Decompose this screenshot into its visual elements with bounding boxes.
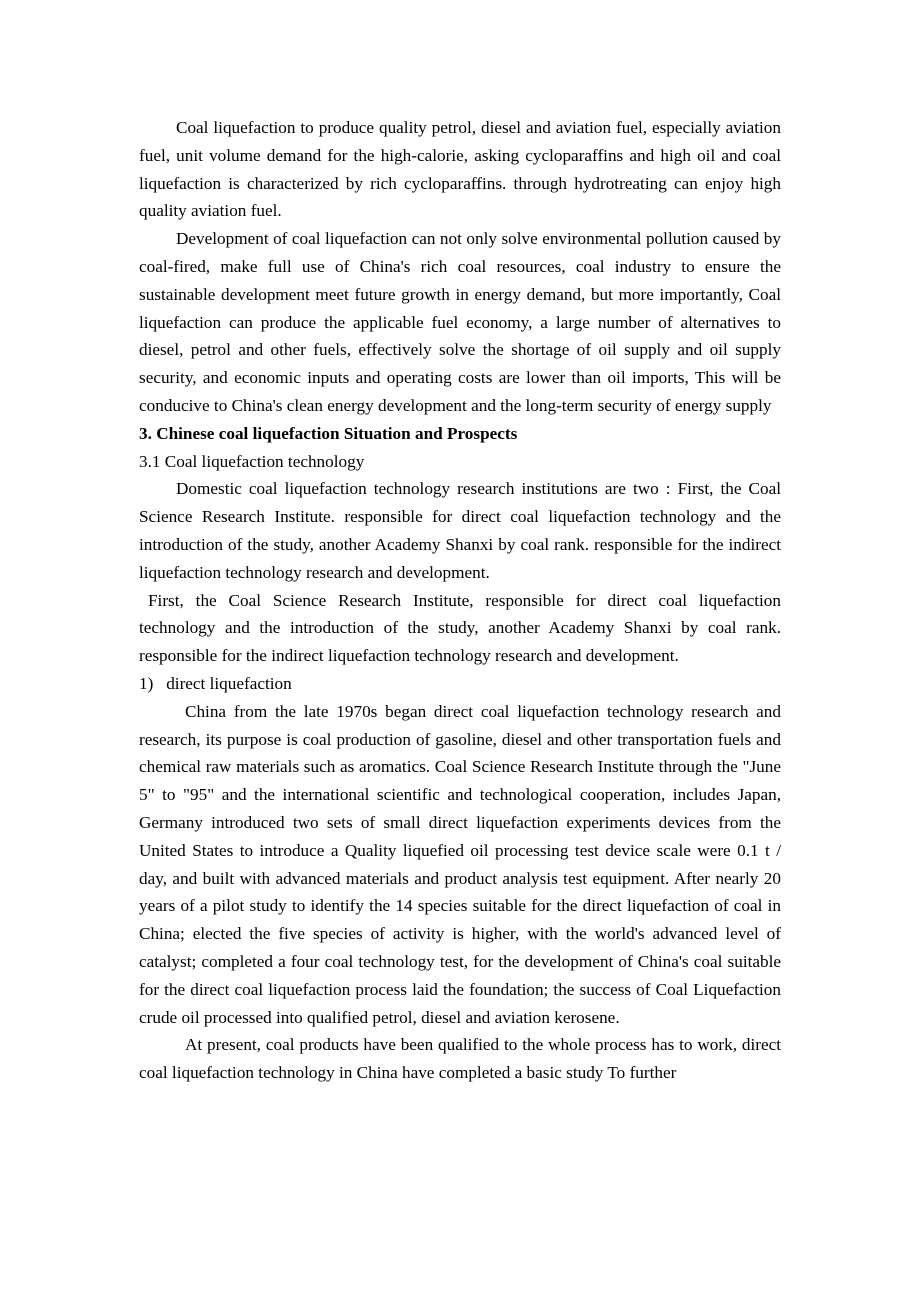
paragraph-development: Development of coal liquefaction can not only solve environmental pollution caused by coal-fired, make full use of China's rich coal resources, coal industry to ensure the sustainable development meet future growth in energy demand, but more importantly, Coal liquefaction can produce the applicable fuel economy, a large number of alternatives to diesel, petrol and other fuels, effectively solve the shortage of oil supply and oil supply security, and economic inputs and operating costs are lower than oil imports, This will be conducive to China's clean energy development and the long-term security of energy supply: [139, 229, 781, 415]
section-heading: 3. Chinese coal liquefaction Situation and Prospects: [139, 423, 518, 443]
document-body: [139, 114, 781, 1087]
paragraph-aviation-fuel: Coal liquefaction to produce quality petrol, diesel and aviation fuel, especially aviation fuel, unit volume demand for the high-calorie, asking cycloparaffins and high oil and coal liquefaction is characterized by rich cycloparaffins. through hydrotreating can enjoy high quality aviation fuel.: [139, 118, 781, 221]
paragraph-china-1970s: China from the late 1970s began direct coal liquefaction technology research and research, its purpose is coal production of gasoline, diesel and other transportation fuels and chemical raw materials such as aromatics. Coal Science Research Institute through the "June 5" to "95" and the international scientific and technological cooperation, includes Japan, Germany introduced two sets of small direct liquefaction experiments devices from the United States to introduce a Quality liquefied oil processing test device scale were 0.1 t / day, and built with advanced materials and product analysis test equipment. After nearly 20 years of a pilot study to identify the 14 species suitable for the direct liquefaction of coal in China; elected the five species of activity is higher, with the world's advanced level of catalyst; completed a four coal technology test, for the development of China's coal suitable for the direct coal liquefaction process laid the foundation; the success of Coal Liquefaction crude oil processed into qualified petrol, diesel and aviation kerosene.: [139, 701, 781, 1027]
list-item-heading: 1) direct liquefaction: [139, 673, 292, 693]
subsection-heading: 3.1 Coal liquefaction technology: [139, 451, 365, 471]
paragraph-at-present: At present, coal products have been qualified to the whole process has to work, direct coal liquefaction technology in China have completed a basic study To further: [139, 1035, 781, 1083]
paragraph-first: First, the Coal Science Research Institute, responsible for direct coal liquefaction technology and the introduction of the study, another Academy Shanxi by coal rank. responsible for the indirect liquefaction technology research and development.: [139, 590, 781, 666]
paragraph-institutions: Domestic coal liquefaction technology research institutions are two : First, the Coal Science Research Institute. responsible for direct coal liquefaction technology and the introduction of the study, another Academy Shanxi by coal rank. responsible for the indirect liquefaction technology research and development.: [139, 479, 781, 582]
